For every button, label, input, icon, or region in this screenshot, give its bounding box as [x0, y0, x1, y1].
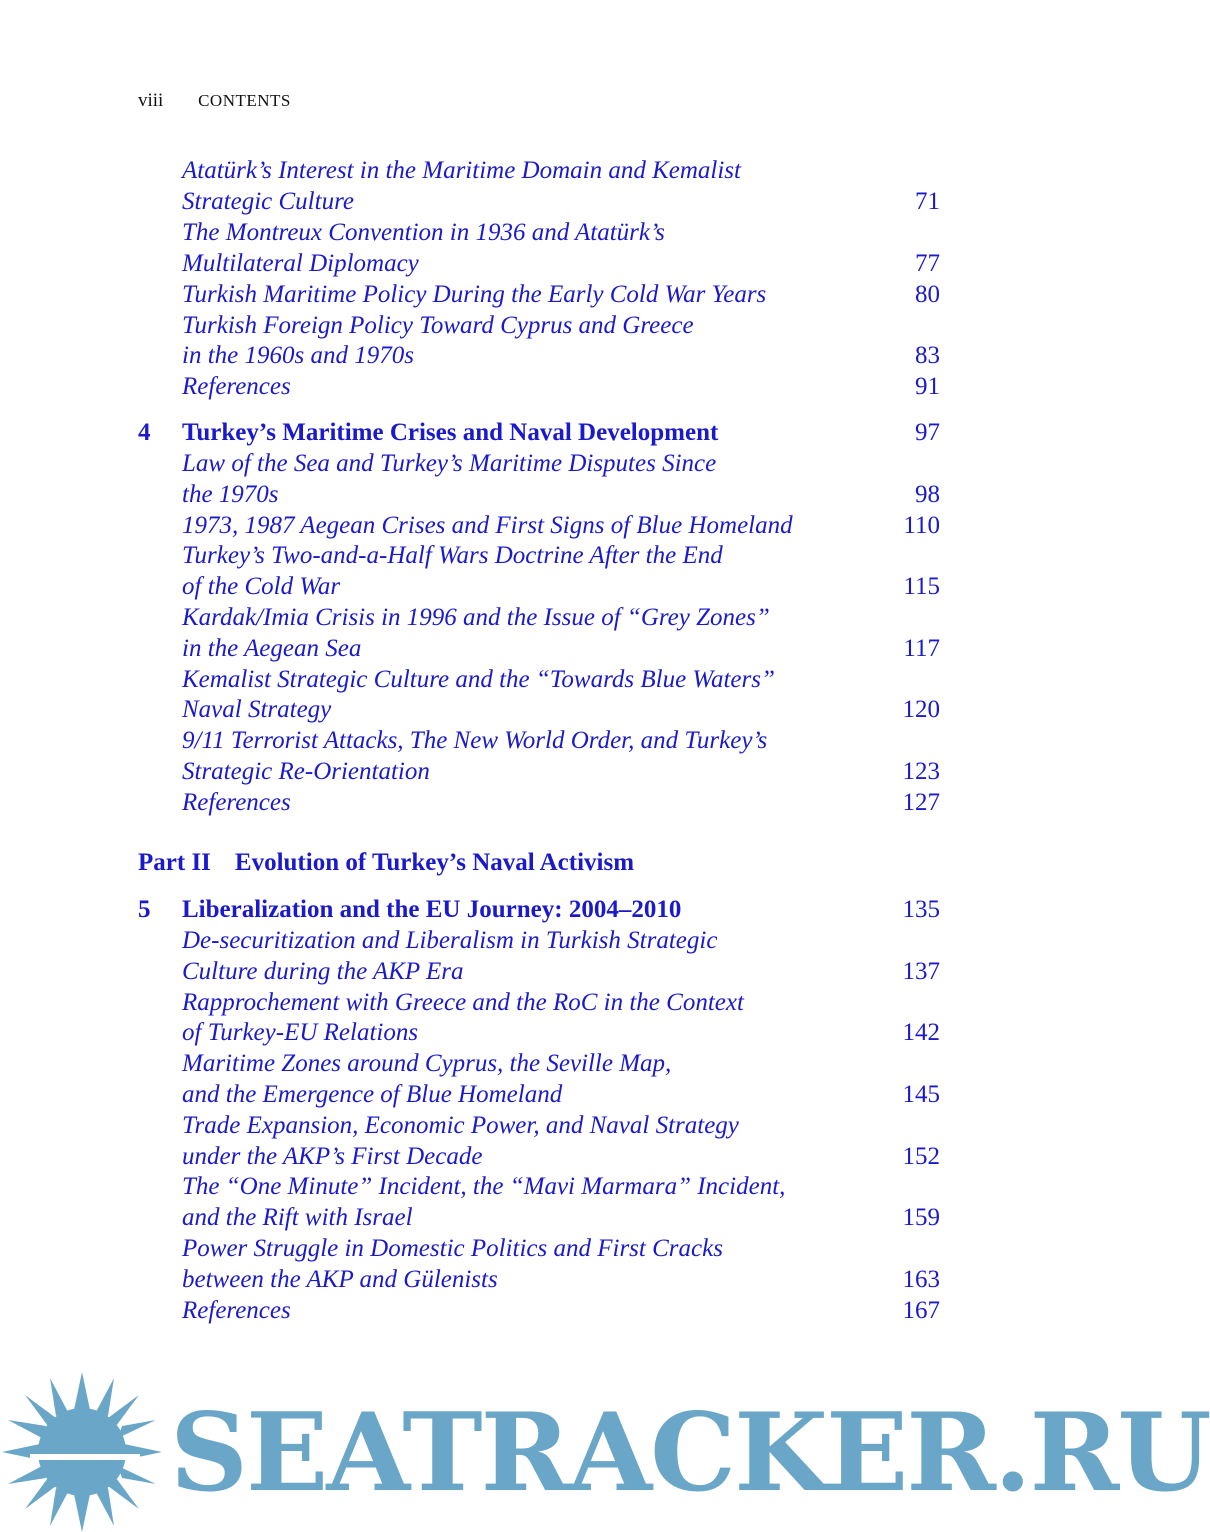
toc-page-number[interactable]: 115: [903, 573, 940, 600]
toc-entry-link[interactable]: 9/11 Terrorist Attacks, The New World Order, and Turkey’s: [182, 727, 768, 754]
toc-entry-link[interactable]: in the Aegean Sea: [182, 635, 362, 662]
toc-entry-link[interactable]: Multilateral Diplomacy: [182, 250, 419, 277]
toc-entry-link[interactable]: Trade Expansion, Economic Power, and Naval Strategy: [182, 1112, 739, 1139]
toc-entry-link[interactable]: The “One Minute” Incident, the “Mavi Marmara” Incident,: [182, 1173, 786, 1200]
toc-entry-link[interactable]: Kardak/Imia Crisis in 1996 and the Issue of “Grey Zones”: [182, 604, 770, 631]
chapter-number: 4: [138, 419, 151, 446]
toc-entry-link[interactable]: The Montreux Convention in 1936 and Atatürk’s: [182, 219, 665, 246]
toc-entry-link[interactable]: under the AKP’s First Decade: [182, 1143, 483, 1170]
toc-entry-link[interactable]: Atatürk’s Interest in the Maritime Domain and Kemalist: [182, 157, 741, 184]
toc-page-number[interactable]: 135: [902, 896, 940, 923]
toc-entry-link[interactable]: Turkish Foreign Policy Toward Cyprus and Greece: [182, 312, 694, 339]
toc-entry-link[interactable]: Culture during the AKP Era: [182, 958, 464, 985]
toc-entry-link[interactable]: Turkish Maritime Policy During the Early Cold War Years: [182, 281, 767, 308]
toc-part-heading[interactable]: [138, 848, 634, 878]
toc-page-number[interactable]: 142: [902, 1019, 940, 1046]
toc-chapter-heading[interactable]: [138, 895, 681, 925]
toc-entry-link[interactable]: Law of the Sea and Turkey’s Maritime Disputes Since: [182, 450, 717, 477]
toc-entry-link[interactable]: the 1970s: [182, 481, 279, 508]
toc-entry-link[interactable]: of the Cold War: [182, 573, 341, 600]
chapter-title: Turkey’s Maritime Crises and Naval Development: [182, 419, 719, 446]
toc-page-number[interactable]: 110: [903, 512, 940, 539]
toc-entry-link[interactable]: of Turkey-EU Relations: [182, 1019, 419, 1046]
toc-page-number[interactable]: 80: [915, 281, 940, 308]
toc-entry-link[interactable]: De-securitization and Liberalism in Turkish Strategic: [182, 927, 718, 954]
part-label: Part II: [138, 849, 211, 876]
toc-entry-link[interactable]: Strategic Re-Orientation: [182, 758, 430, 785]
toc-page-number[interactable]: 152: [902, 1143, 940, 1170]
part-title: Evolution of Turkey’s Naval Activism: [234, 849, 635, 876]
watermark-text: SEATRACKER.RU: [170, 1390, 1210, 1516]
toc-page-number[interactable]: 167: [902, 1297, 940, 1324]
chapter-number: 5: [138, 896, 151, 923]
toc-page-number[interactable]: 159: [902, 1204, 940, 1231]
toc-entry-link[interactable]: Power Struggle in Domestic Politics and First Cracks: [182, 1235, 723, 1262]
toc-page-number[interactable]: 163: [902, 1266, 940, 1293]
toc-entry-link[interactable]: and the Rift with Israel: [182, 1204, 413, 1231]
toc-page-number[interactable]: 98: [915, 481, 940, 508]
toc-entry-link[interactable]: Kemalist Strategic Culture and the “Towards Blue Waters”: [182, 666, 775, 693]
toc-entry-link[interactable]: References: [182, 373, 291, 400]
toc-entry-link[interactable]: Maritime Zones around Cyprus, the Seville Map,: [182, 1050, 672, 1077]
sun-logo-icon: [0, 1370, 170, 1532]
toc-entry-link[interactable]: and the Emergence of Blue Homeland: [182, 1081, 563, 1108]
toc-entry-link[interactable]: in the 1960s and 1970s: [182, 342, 414, 369]
toc-chapter-heading[interactable]: [138, 418, 718, 448]
toc-page-number[interactable]: 120: [902, 696, 940, 723]
toc-page-number[interactable]: 83: [915, 342, 940, 369]
toc-entry-link[interactable]: Rapprochement with Greece and the RoC in the Context: [182, 989, 744, 1016]
toc-entry-link[interactable]: Strategic Culture: [182, 188, 354, 215]
toc-entry-link[interactable]: Naval Strategy: [182, 696, 332, 723]
toc-entry-link[interactable]: Turkey’s Two-and-a-Half Wars Doctrine After the End: [182, 542, 723, 569]
toc-page-number[interactable]: 91: [915, 373, 940, 400]
toc-entry-link[interactable]: References: [182, 1297, 291, 1324]
chapter-title: Liberalization and the EU Journey: 2004–2010: [182, 896, 682, 923]
toc-page-number[interactable]: 127: [902, 789, 940, 816]
toc-entry-link[interactable]: References: [182, 789, 291, 816]
toc-page-number[interactable]: 77: [915, 250, 940, 277]
toc-page-number[interactable]: 117: [903, 635, 940, 662]
toc-entry-link[interactable]: between the AKP and Gülenists: [182, 1266, 498, 1293]
page-number: viii: [138, 90, 164, 111]
toc-page-number[interactable]: 145: [902, 1081, 940, 1108]
toc-page-number[interactable]: 97: [915, 419, 940, 446]
running-title: CONTENTS: [198, 91, 291, 110]
toc-page-number[interactable]: 137: [902, 958, 940, 985]
toc-entry-link[interactable]: 1973, 1987 Aegean Crises and First Signs of Blue Homeland: [182, 512, 793, 539]
toc-page-number[interactable]: 123: [902, 758, 940, 785]
toc-page-number[interactable]: 71: [915, 188, 940, 215]
